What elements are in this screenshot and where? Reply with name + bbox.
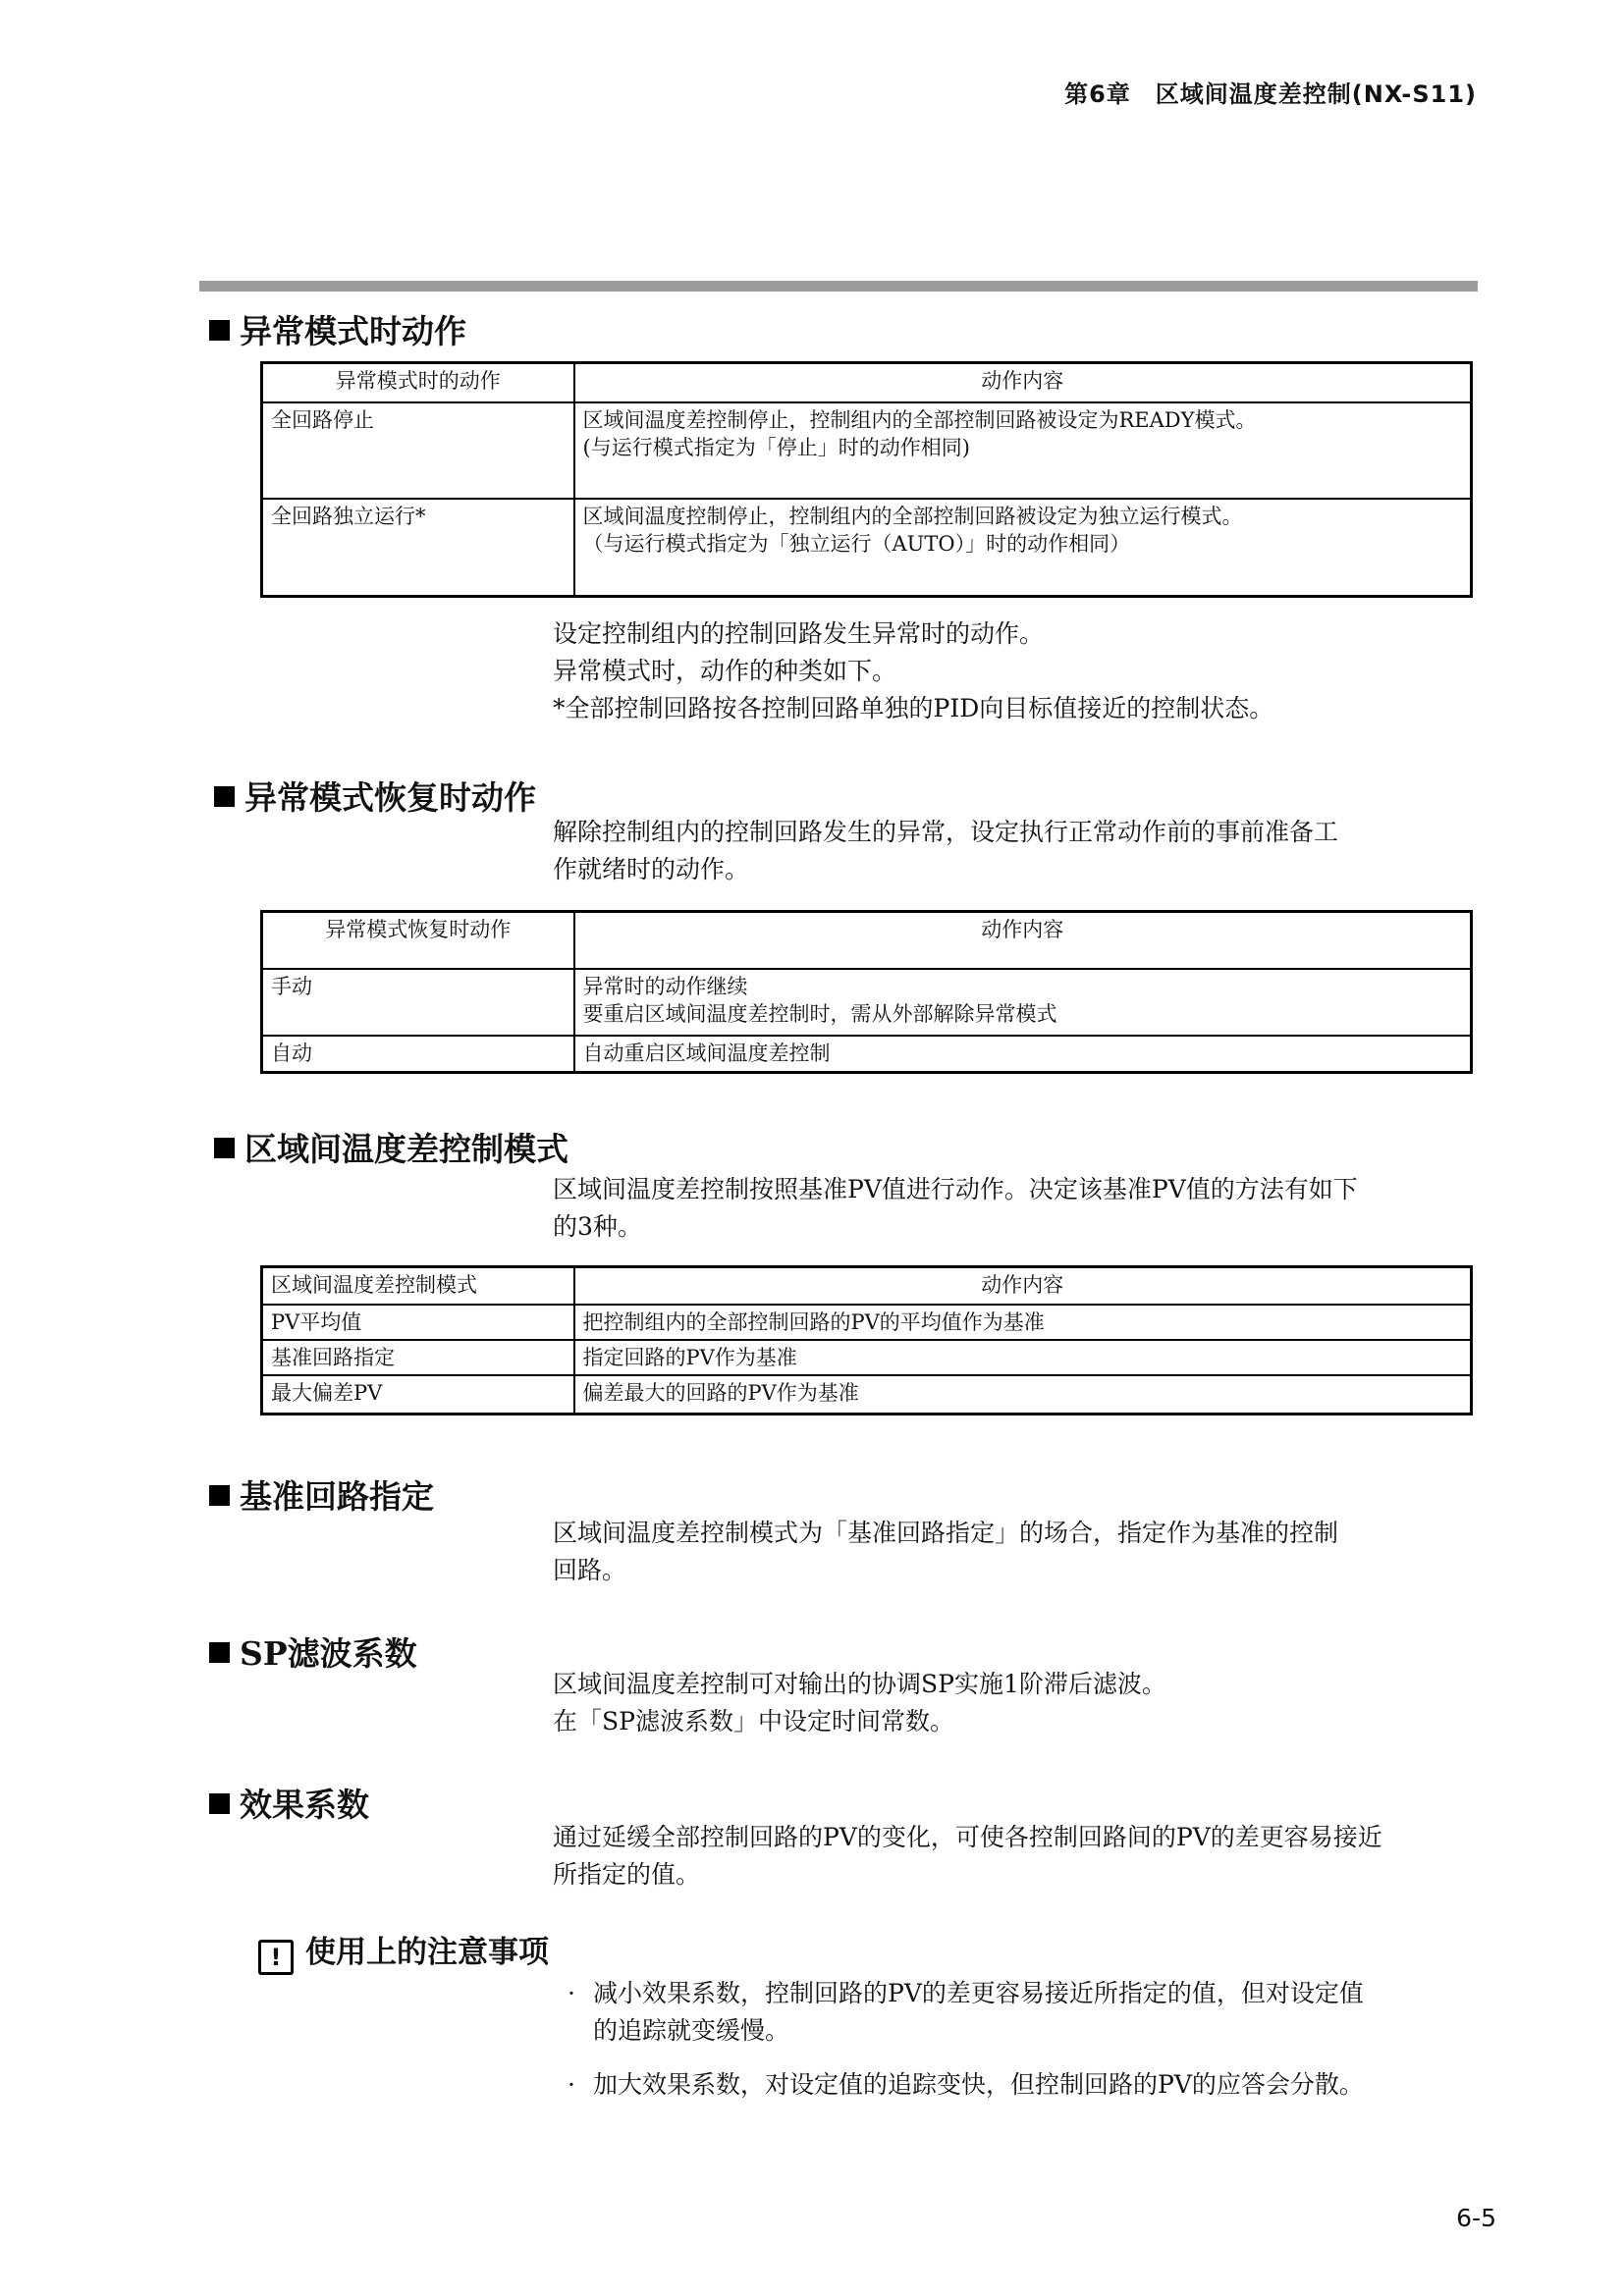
square-bullet-icon bbox=[209, 320, 230, 341]
usage-notes-title: 使用上的注意事项 bbox=[305, 1935, 549, 1970]
square-bullet-icon bbox=[209, 1485, 230, 1506]
bullet-dot: · bbox=[568, 2070, 575, 2099]
table-row bbox=[262, 969, 1472, 1036]
table-row bbox=[262, 402, 1472, 499]
paragraph-line: 通过延缓全部控制回路的PV的变化，可使各控制回路间的PV的差更容易接近 bbox=[553, 1823, 1382, 1851]
square-bullet-icon bbox=[209, 1793, 230, 1814]
paragraph-line: 区域间温度差控制模式为「基准回路指定」的场合，指定作为基准的控制 bbox=[553, 1519, 1339, 1547]
sp-filter-description bbox=[553, 1666, 1166, 1740]
control-mode-description bbox=[553, 1171, 1358, 1246]
table-cell: 全回路独立运行* bbox=[262, 499, 574, 597]
table-header: 动作内容 bbox=[574, 1267, 1472, 1305]
section-title-sp-filter bbox=[209, 1629, 417, 1675]
section-title-reference-loop bbox=[209, 1471, 434, 1518]
table-row bbox=[262, 1375, 1472, 1415]
bullet-dot: · bbox=[568, 1979, 575, 2007]
section-title-control-mode bbox=[214, 1124, 568, 1170]
section-title-recovery bbox=[214, 773, 536, 819]
cell-line: 区域间温度控制停止，控制组内的全部控制回路被设定为独立运行模式。 bbox=[582, 504, 1243, 528]
table-header: 动作内容 bbox=[574, 363, 1472, 402]
page-number: 6-5 bbox=[1456, 2204, 1496, 2232]
table-cell: 把控制组内的全部控制回路的PV的平均值作为基准 bbox=[574, 1305, 1472, 1340]
table-row bbox=[262, 499, 1472, 597]
section-title-abnormal-mode bbox=[209, 306, 466, 352]
table-cell: 自动 bbox=[262, 1036, 574, 1073]
paragraph-line: 解除控制组内的控制回路发生的异常，设定执行正常动作前的事前准备工 bbox=[553, 818, 1339, 846]
cell-line: 要重启区域间温度差控制时，需从外部解除异常模式 bbox=[582, 1001, 1057, 1026]
paragraph-line: 回路。 bbox=[553, 1556, 627, 1584]
bullet-line: 加大效果系数，对设定值的追踪变快，但控制回路的PV的应答会分散。 bbox=[593, 2070, 1364, 2099]
paragraph-line: 异常模式时，动作的种类如下。 bbox=[553, 657, 897, 685]
table-cell bbox=[574, 499, 1472, 597]
paragraph-line: 的3种。 bbox=[553, 1212, 642, 1241]
table-row bbox=[262, 1340, 1472, 1375]
table-header: 区域间温度差控制模式 bbox=[262, 1267, 574, 1305]
section-title-text: SP滤波系数 bbox=[240, 1634, 417, 1673]
usage-note-item bbox=[568, 1975, 1364, 2050]
recovery-description bbox=[553, 814, 1338, 888]
square-bullet-icon bbox=[214, 786, 235, 807]
table-cell: 全回路停止 bbox=[262, 402, 574, 499]
cell-line: 区域间温度差控制停止，控制组内的全部控制回路被设定为READY模式。 bbox=[582, 407, 1257, 432]
chapter-header: 第6章 区域间温度差控制(NX-S11) bbox=[1064, 80, 1477, 108]
paragraph-line: 区域间温度差控制按照基准PV值进行动作。决定该基准PV值的方法有如下 bbox=[553, 1175, 1358, 1203]
paragraph-line: 设定控制组内的控制回路发生异常时的动作。 bbox=[553, 619, 1045, 648]
section-title-effect-coefficient bbox=[209, 1780, 369, 1826]
table-header: 动作内容 bbox=[574, 912, 1472, 969]
bullet-line: 减小效果系数，控制回路的PV的差更容易接近所指定的值，但对设定值 bbox=[593, 1979, 1364, 2007]
paragraph-line: 所指定的值。 bbox=[553, 1860, 701, 1889]
reference-loop-description bbox=[553, 1515, 1338, 1589]
table-cell bbox=[574, 402, 1472, 499]
table-cell bbox=[574, 969, 1472, 1036]
control-mode-table bbox=[260, 1265, 1473, 1415]
paragraph-line: 在「SP滤波系数」中设定时间常数。 bbox=[553, 1707, 954, 1735]
cell-line: 异常时的动作继续 bbox=[582, 974, 748, 998]
table-row bbox=[262, 1036, 1472, 1073]
square-bullet-icon bbox=[214, 1138, 235, 1158]
abnormal-mode-table bbox=[260, 361, 1473, 598]
table-header: 异常模式恢复时动作 bbox=[262, 912, 574, 969]
square-bullet-icon bbox=[209, 1642, 230, 1663]
table-cell: 偏差最大的回路的PV作为基准 bbox=[574, 1375, 1472, 1415]
section-title-text: 异常模式恢复时动作 bbox=[244, 778, 536, 817]
paragraph-line: *全部控制回路按各控制回路单独的PID向目标值接近的控制状态。 bbox=[553, 694, 1274, 722]
table-cell: 自动重启区域间温度差控制 bbox=[574, 1036, 1472, 1073]
table-header: 异常模式时的动作 bbox=[262, 363, 574, 402]
section-title-text: 区域间温度差控制模式 bbox=[244, 1130, 568, 1168]
caution-icon: ! bbox=[258, 1940, 294, 1975]
table-cell: PV平均值 bbox=[262, 1305, 574, 1340]
bullet-line: 的追踪就变缓慢。 bbox=[593, 2016, 790, 2045]
recovery-table bbox=[260, 910, 1473, 1074]
table-cell: 基准回路指定 bbox=[262, 1340, 574, 1375]
section-title-text: 效果系数 bbox=[240, 1786, 369, 1824]
section-title-text: 基准回路指定 bbox=[240, 1477, 434, 1516]
abnormal-mode-description bbox=[553, 615, 1273, 727]
paragraph-line: 作就绪时的动作。 bbox=[553, 855, 750, 883]
section-title-text: 异常模式时动作 bbox=[240, 312, 466, 350]
paragraph-line: 区域间温度差控制可对输出的协调SP实施1阶滞后滤波。 bbox=[553, 1670, 1166, 1698]
table-cell: 指定回路的PV作为基准 bbox=[574, 1340, 1472, 1375]
effect-coefficient-description bbox=[553, 1819, 1382, 1894]
cell-line: （与运行模式指定为「独立运行（AUTO）」时的动作相同） bbox=[582, 531, 1131, 556]
section-divider bbox=[199, 281, 1478, 292]
table-cell: 手动 bbox=[262, 969, 574, 1036]
table-row bbox=[262, 1305, 1472, 1340]
table-cell: 最大偏差PV bbox=[262, 1375, 574, 1415]
usage-notes-heading bbox=[258, 1927, 549, 1975]
usage-note-item bbox=[568, 2066, 1364, 2104]
cell-line: (与运行模式指定为「停止」时的动作相同) bbox=[582, 435, 970, 459]
